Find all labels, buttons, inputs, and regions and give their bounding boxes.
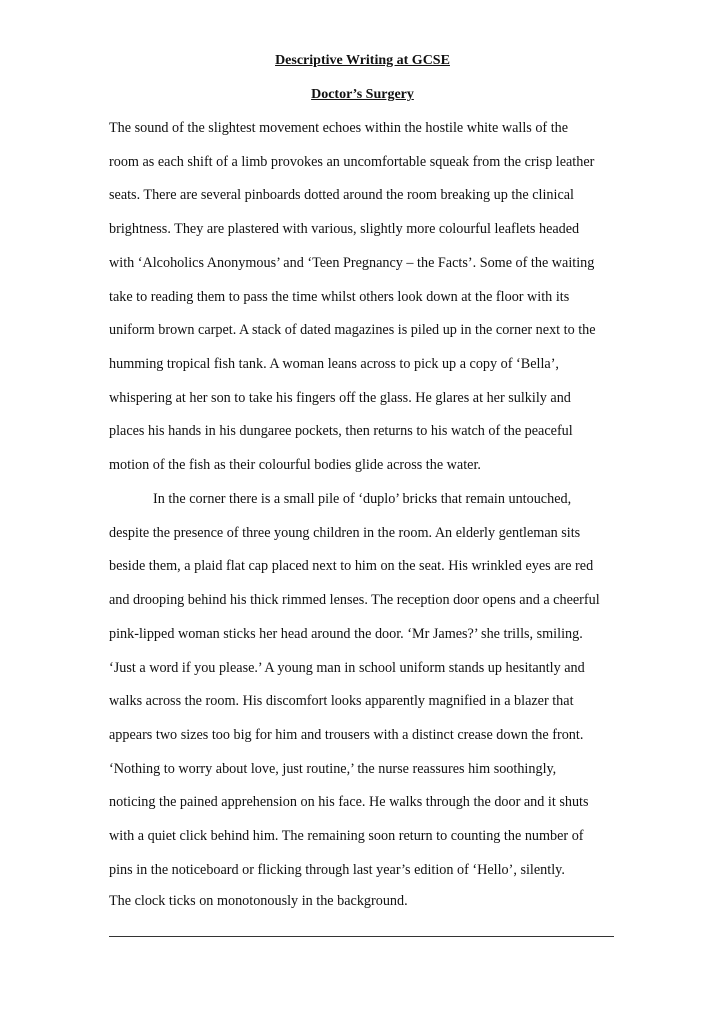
paragraph-line: pink-lipped woman sticks her head around the door. ‘Mr James?’ she trills, smiling. — [109, 625, 583, 642]
paragraph-line: places his hands in his dungaree pockets, then returns to his watch of the peaceful — [109, 423, 573, 440]
paragraph-line: with a quiet click behind him. The remaining soon return to counting the number of — [109, 828, 584, 844]
paragraph-line: ‘Nothing to worry about love, just routine,’ the nurse reassures him soothingly, — [109, 760, 557, 777]
paragraph-line: humming tropical fish tank. A woman leans across to pick up a copy of ‘Bella’, — [109, 355, 559, 372]
paragraph-line: The sound of the slightest movement echoes within the hostile white walls of the — [109, 120, 569, 136]
horizontal-rule — [109, 936, 614, 937]
paragraph-line: seats. There are several pinboards dotted around the room breaking up the clinical — [109, 187, 575, 204]
paragraph-line: ‘Just a word if you please.’ A young man in school uniform stands up hesitantly and — [109, 659, 585, 676]
paragraph-line: take to reading them to pass the time whilst others look down at the floor with its — [109, 288, 570, 305]
paragraph-line: pins in the noticeboard or flicking through last year’s edition of ‘Hello’, silently. — [109, 861, 565, 878]
paragraph-line: appears two sizes too big for him and trousers with a distinct crease down the front. — [109, 726, 584, 743]
paragraph-line: In the corner there is a small pile of ‘duplo’ bricks that remain untouched, — [153, 491, 572, 507]
paragraph-line: and drooping behind his thick rimmed lenses. The reception door opens and a cheerful — [109, 592, 600, 609]
paragraph-line: whispering at her son to take his fingers off the glass. He glares at her sulkily and — [109, 389, 571, 406]
paragraph-line: brightness. They are plastered with various, slightly more colourful leaflets headed — [109, 221, 580, 238]
document-title: Descriptive Writing at GCSE — [275, 53, 450, 68]
paragraph-line: The clock ticks on monotonously in the background. — [109, 893, 408, 909]
paragraph-line: beside them, a plaid flat cap placed next to him on the seat. His wrinkled eyes are red — [109, 558, 594, 575]
paragraph-line: walks across the room. His discomfort looks apparently magnified in a blazer that — [109, 693, 574, 710]
paragraph-line: room as each shift of a limb provokes an uncomfortable squeak from the crisp leather — [109, 153, 595, 170]
document-subtitle: Doctor’s Surgery — [311, 87, 414, 102]
paragraph-line: uniform brown carpet. A stack of dated magazines is piled up in the corner next to the — [109, 322, 596, 339]
paragraph-line: despite the presence of three young children in the room. An elderly gentleman sits — [109, 524, 581, 541]
paragraph-line: noticing the pained apprehension on his face. He walks through the door and it shuts — [109, 794, 589, 811]
paragraph-line: motion of the fish as their colourful bodies glide across the water. — [109, 457, 481, 473]
paragraph-line: with ‘Alcoholics Anonymous’ and ‘Teen Pregnancy – the Facts’. Some of the waiting — [109, 254, 595, 271]
